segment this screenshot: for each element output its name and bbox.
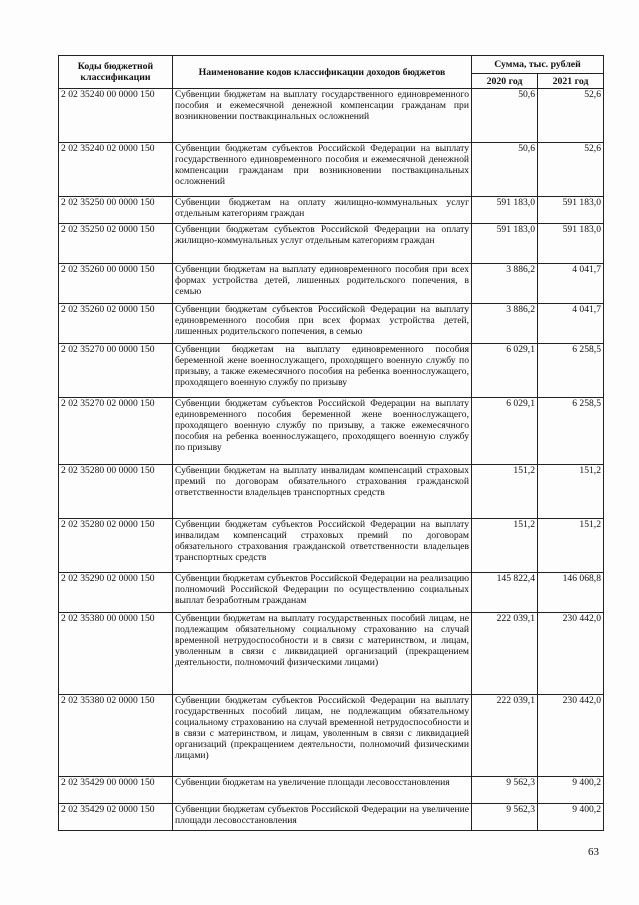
row-name: Субвенции бюджетам субъектов Российской Федерации на выплату инвалидам компенсаций страховых премий по договорам обязательного страхования гражданской ответственности владельцев транспортных средств xyxy=(173,519,472,573)
row-code: 2 02 35429 02 0000 150 xyxy=(59,804,173,831)
row-name: Субвенции бюджетам субъектов Российской Федерации на выплату единовременного пособия беременной жене военнослужащего, проходящего военную службу по призыву, а также ежемесячного пособия на ребенка военнослужащего, проходящего военную службу по призыву xyxy=(173,398,472,465)
row-value-2021: 52,6 xyxy=(538,143,604,197)
row-value-2021: 591 183,0 xyxy=(538,224,604,264)
row-value-2021: 591 183,0 xyxy=(538,197,604,224)
table-row xyxy=(59,613,604,695)
table-row xyxy=(59,398,604,465)
row-value-2021: 151,2 xyxy=(538,465,604,519)
row-value-2020: 3 886,2 xyxy=(472,264,538,304)
row-name: Субвенции бюджетам субъектов Российской Федерации на оплату жилищно-коммунальных услуг отдельным категориям граждан xyxy=(173,224,472,264)
row-value-2020: 222 039,1 xyxy=(472,695,538,777)
table-row xyxy=(59,264,604,304)
row-value-2020: 145 822,4 xyxy=(472,573,538,613)
table-row xyxy=(59,197,604,224)
row-code: 2 02 35380 02 0000 150 xyxy=(59,695,173,777)
row-code: 2 02 35240 00 0000 150 xyxy=(59,89,173,143)
row-value-2020: 9 562,3 xyxy=(472,804,538,831)
header-code: Коды бюджетной классификации xyxy=(59,56,173,89)
row-value-2020: 151,2 xyxy=(472,519,538,573)
header-name: Наименование кодов классификации доходов бюджетов xyxy=(173,56,472,89)
table-row xyxy=(59,465,604,519)
row-code: 2 02 35240 02 0000 150 xyxy=(59,143,173,197)
table-row xyxy=(59,143,604,197)
row-value-2020: 9 562,3 xyxy=(472,777,538,804)
row-value-2021: 230 442,0 xyxy=(538,613,604,695)
row-name: Субвенции бюджетам на выплату единовременного пособия беременной жене военнослужащего, проходящего военную службу по призыву, а также ежемесячного пособия на ребенка военнослужащего, проходящего военную службу по призыву xyxy=(173,344,472,398)
row-name: Субвенции бюджетам субъектов Российской Федерации на увеличение площади лесовосстановления xyxy=(173,804,472,831)
row-value-2021: 4 041,7 xyxy=(538,304,604,344)
row-name: Субвенции бюджетам на оплату жилищно-коммунальных услуг отдельным категориям граждан xyxy=(173,197,472,224)
row-value-2020: 50,6 xyxy=(472,143,538,197)
row-value-2021: 9 400,2 xyxy=(538,804,604,831)
table-row xyxy=(59,695,604,777)
row-name: Субвенции бюджетам на выплату государственного единовременного пособия и ежемесячной денежной компенсации гражданам при возникновении поствакцинальных осложнений xyxy=(173,89,472,143)
row-value-2020: 6 029,1 xyxy=(472,398,538,465)
row-value-2020: 151,2 xyxy=(472,465,538,519)
row-code: 2 02 35429 00 0000 150 xyxy=(59,777,173,804)
header-sum: Сумма, тыс. рублей xyxy=(472,56,604,74)
header-year-2021: 2021 год xyxy=(538,74,604,89)
row-name: Субвенции бюджетам субъектов Российской Федерации на реализацию полномочий Российской Федерации по осуществлению социальных выплат безработным гражданам xyxy=(173,573,472,613)
row-value-2021: 230 442,0 xyxy=(538,695,604,777)
row-code: 2 02 35270 00 0000 150 xyxy=(59,344,173,398)
row-value-2020: 591 183,0 xyxy=(472,197,538,224)
row-code: 2 02 35260 02 0000 150 xyxy=(59,304,173,344)
row-code: 2 02 35250 00 0000 150 xyxy=(59,197,173,224)
row-name: Субвенции бюджетам на выплату государственных пособий лицам, не подлежащим обязательному социальному страхованию на случай временной нетрудоспособности и в связи с материнством, и лицам, уволенным в связи с ликвидацией организаций (прекращением деятельности, полномочий физическими лицами) xyxy=(173,613,472,695)
row-value-2021: 9 400,2 xyxy=(538,777,604,804)
row-value-2021: 6 258,5 xyxy=(538,344,604,398)
table-row xyxy=(59,304,604,344)
header-year-2020: 2020 год xyxy=(472,74,538,89)
row-code: 2 02 35260 00 0000 150 xyxy=(59,264,173,304)
row-value-2021: 6 258,5 xyxy=(538,398,604,465)
row-value-2021: 52,6 xyxy=(538,89,604,143)
row-code: 2 02 35380 00 0000 150 xyxy=(59,613,173,695)
row-code: 2 02 35280 00 0000 150 xyxy=(59,465,173,519)
table-row xyxy=(59,777,604,804)
row-value-2021: 151,2 xyxy=(538,519,604,573)
budget-revenue-table xyxy=(58,55,604,831)
row-name: Субвенции бюджетам субъектов Российской Федерации на выплату государственного единовременного пособия и ежемесячной денежной компенсации гражданам при возникновении поствакцинальных осложнений xyxy=(173,143,472,197)
row-name: Субвенции бюджетам на выплату инвалидам компенсаций страховых премий по договорам обязательного страхования гражданской ответственности владельцев транспортных средств xyxy=(173,465,472,519)
row-value-2020: 3 886,2 xyxy=(472,304,538,344)
row-value-2021: 4 041,7 xyxy=(538,264,604,304)
row-value-2020: 6 029,1 xyxy=(472,344,538,398)
row-value-2021: 146 068,8 xyxy=(538,573,604,613)
table-row xyxy=(59,89,604,143)
page-number: 63 xyxy=(588,846,599,858)
table-row xyxy=(59,519,604,573)
row-name: Субвенции бюджетам субъектов Российской Федерации на выплату государственных пособий лицам, не подлежащим обязательному социальному страхованию на случай временной нетрудоспособности и в связи с материнством, и лицам, уволенным в связи с ликвидацией организаций (прекращением деятельности, полномочий физическими лицами) xyxy=(173,695,472,777)
table-row xyxy=(59,224,604,264)
row-name: Субвенции бюджетам на выплату единовременного пособия при всех формах устройства детей, лишенных родительского попечения, в семью xyxy=(173,264,472,304)
row-code: 2 02 35250 02 0000 150 xyxy=(59,224,173,264)
row-value-2020: 222 039,1 xyxy=(472,613,538,695)
row-code: 2 02 35280 02 0000 150 xyxy=(59,519,173,573)
row-name: Субвенции бюджетам субъектов Российской Федерации на выплату единовременного пособия при всех формах устройства детей, лишенных родительского попечения, в семью xyxy=(173,304,472,344)
row-name: Субвенции бюджетам на увеличение площади лесовосстановления xyxy=(173,777,472,804)
row-code: 2 02 35270 02 0000 150 xyxy=(59,398,173,465)
row-value-2020: 591 183,0 xyxy=(472,224,538,264)
table-row xyxy=(59,804,604,831)
table-row xyxy=(59,573,604,613)
table-row xyxy=(59,344,604,398)
row-code: 2 02 35290 02 0000 150 xyxy=(59,573,173,613)
row-value-2020: 50,6 xyxy=(472,89,538,143)
